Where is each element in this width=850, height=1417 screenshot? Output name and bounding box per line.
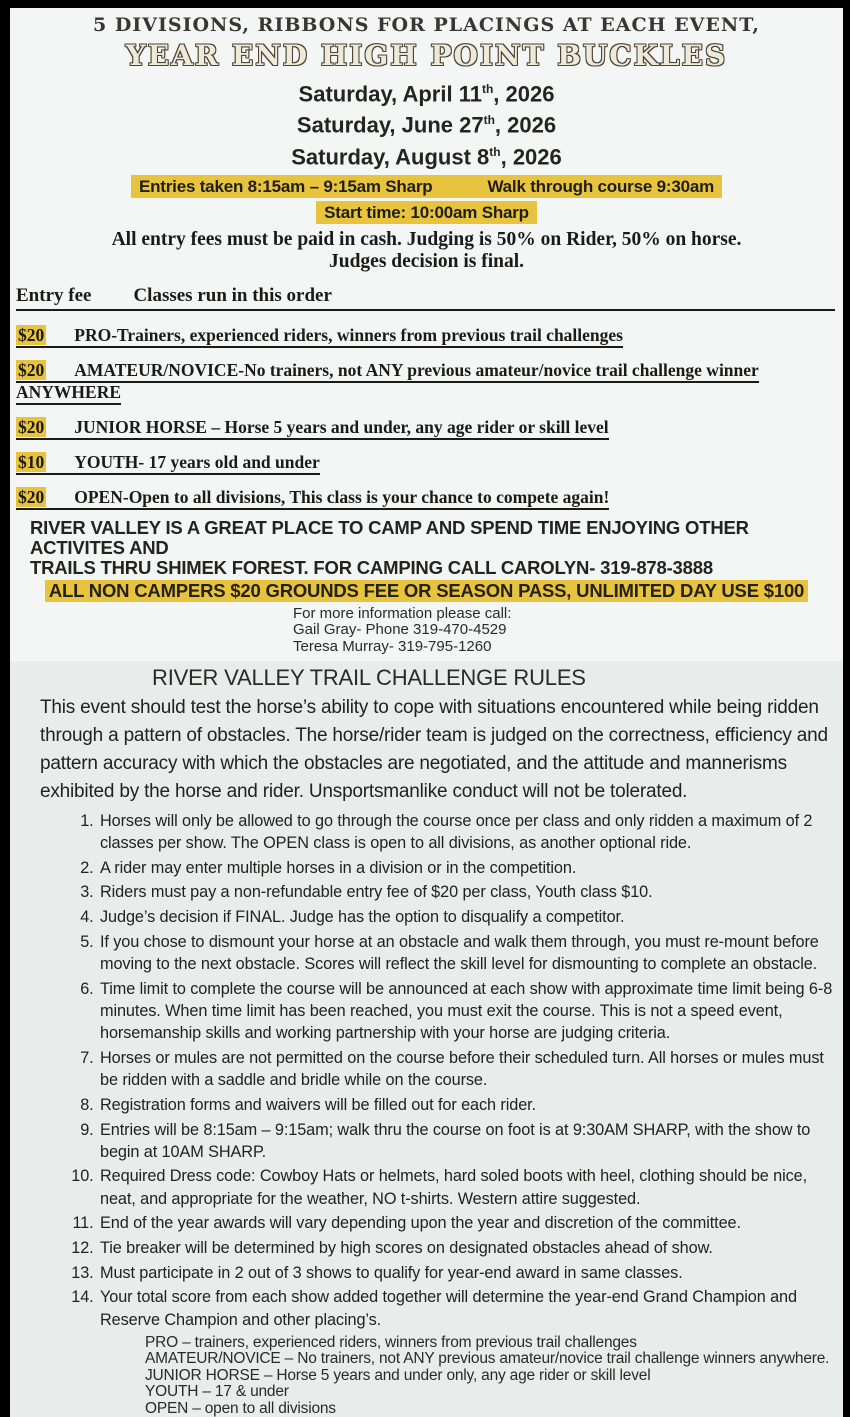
fee-amount: $10 <box>18 451 45 472</box>
rules-intro: This event should test the horse’s ability to cope with situations encountered while being ridden through a pattern of obstacles. The horse/rider team is judged on the correctness, efficiency and pattern accuracy with which the obstacles are negotiated, and the attitude and mannerisms exhibited by the horse and rider. Unsportsmanlike conduct will not be tolerated. <box>40 696 828 802</box>
fee-row-youth <box>16 451 835 473</box>
event-dates <box>10 76 843 170</box>
division-definition-open: OPEN – open to all divisions <box>145 1399 336 1417</box>
fee-description: JUNIOR HORSE – Horse 5 years and under, any age rider or skill level <box>74 416 609 437</box>
rule-item: 4. Judge’s decision if FINAL. Judge has the option to disqualify a competitor. <box>98 906 833 928</box>
fee-row-open <box>16 486 835 508</box>
division-definition-youth: YOUTH – 17 & under <box>145 1383 289 1401</box>
fee-description: OPEN-Open to all divisions, This class is your chance to compete again! <box>74 486 610 507</box>
fee-amount: $20 <box>18 486 45 507</box>
rule-item: 10. Required Dress code: Cowboy Hats or helmets, hard soled boots with heel, clothing should be nice, neat, and appropriate for the weather, NO t-shirts. Western attire suggested. <box>98 1165 833 1209</box>
rule-item: 9. Entries will be 8:15am – 9:15am; walk thru the course on foot is at 9:30AM SHARP, with the show to begin at 10AM SHARP. <box>98 1119 833 1163</box>
contact-heading: For more information please call: <box>293 604 512 622</box>
start-time-highlight: Start time: 10:00am Sharp <box>316 201 537 224</box>
rule-item: 2. A rider may enter multiple horses in a division or in the competition. <box>98 857 833 879</box>
rules-title: RIVER VALLEY TRAIL CHALLENGE RULES <box>152 664 586 690</box>
payment-notice <box>10 229 843 273</box>
rules-list <box>10 810 833 1331</box>
rule-item: 12. Tie breaker will be determined by high scores on designated obstacles ahead of show. <box>98 1237 833 1259</box>
grounds-fee-banner <box>10 580 843 604</box>
camping-line1: RIVER VALLEY IS A GREAT PLACE TO CAMP AND SPEND TIME ENJOYING OTHER ACTIVITES AND <box>30 516 749 558</box>
event-date: Saturday, April 11th, 2026 <box>298 81 555 107</box>
division-definition-pro: PRO – trainers, experienced riders, winners from previous trail challenges <box>145 1333 637 1351</box>
entries-taken-text: Entries taken 8:15am – 9:15am Sharp <box>138 176 433 196</box>
payment-notice-line1: All entry fees must be paid in cash. Judging is 50% on Rider, 50% on horse. <box>111 228 742 250</box>
camping-line2: TRAILS THRU SHIMEK FOREST. FOR CAMPING CALL CAROLYN- 319-878-3888 <box>30 556 713 578</box>
contact-info <box>293 606 843 655</box>
flyer-tagline: 5 DIVISIONS, RIBBONS FOR PLACINGS AT EACH EVENT, <box>93 14 760 36</box>
event-date: Saturday, June 27th, 2026 <box>296 112 557 138</box>
grounds-fee-highlight: ALL NON CAMPERS $20 GROUNDS FEE OR SEASON PASS, UNLIMITED DAY USE $100 <box>45 580 808 602</box>
fee-row-junior-horse <box>16 416 835 438</box>
fee-amount: $20 <box>18 324 45 345</box>
classes-column-label: Classes run in this order <box>133 284 332 306</box>
contact-line: Gail Gray- Phone 319-470-4529 <box>293 621 507 639</box>
payment-notice-line2: Judges decision is final. <box>328 250 525 272</box>
entry-fee-column-label: Entry fee <box>16 284 92 306</box>
division-definitions <box>145 1335 843 1417</box>
entry-schedule-highlight <box>131 175 722 198</box>
rule-item: 1. Horses will only be allowed to go through the course once per class and only ridden a maximum of 2 classes per show. The OPEN class is open to all divisions, as another optional ride. <box>98 810 833 854</box>
fee-description: AMATEUR/NOVICE-No trainers, not ANY previous amateur/novice trail challenge winner ANYWHERE <box>16 359 759 402</box>
rule-item: 13. Must participate in 2 out of 3 shows to qualify for year-end award in same classes. <box>98 1262 833 1284</box>
entry-schedule-bar <box>10 175 843 198</box>
event-date: Saturday, August 8th, 2026 <box>291 143 562 169</box>
entry-fee-table-header <box>16 285 835 311</box>
flyer-title: YEAR END HIGH POINT BUCKLES <box>125 39 728 72</box>
rule-item: 8. Registration forms and waivers will be filled out for each rider. <box>98 1094 833 1116</box>
division-definition-junior-horse: JUNIOR HORSE – Horse 5 years and under only, any age rider or skill level <box>145 1366 651 1384</box>
fee-amount: $20 <box>18 416 45 437</box>
fee-row-amateur-novice <box>16 359 835 403</box>
rule-item: 7. Horses or mules are not permitted on the course before their scheduled turn. All horses or mules must be ridden with a saddle and bridle while on the course. <box>98 1047 833 1091</box>
rule-item: 14. Your total score from each show added together will determine the year-end Grand Champion and Reserve Champion and other placing’s. <box>98 1286 833 1330</box>
scanned-flyer-page <box>10 8 843 1417</box>
rules-section <box>10 661 843 1417</box>
start-time-bar <box>10 201 843 224</box>
rule-item: 5. If you chose to dismount your horse at an obstacle and walk them through, you must re-mount before moving to the next obstacle. Scores will reflect the skill level for dismounting to complete an obstacle. <box>98 931 833 975</box>
division-definition-amateur-novice: AMATEUR/NOVICE – No trainers, not ANY previous amateur/novice trail challenge winners anywhere. <box>145 1350 830 1368</box>
rule-item: 11. End of the year awards will vary depending upon the year and discretion of the committee. <box>98 1212 833 1234</box>
fee-description: YOUTH- 17 years old and under <box>74 451 320 472</box>
fee-row-pro <box>16 324 835 346</box>
fee-amount: $20 <box>18 359 45 380</box>
rule-item: 3. Riders must pay a non-refundable entry fee of $20 per class, Youth class $10. <box>98 881 833 903</box>
rule-item: 6. Time limit to complete the course will be announced at each show with approximate time limit being 6-8 minutes. When time limit has been reached, you must exit the course. This is not a speed event, horsemanship skills and working partnership with your horse are judging criteria. <box>98 978 833 1045</box>
camping-info <box>10 518 843 578</box>
fee-description: PRO-Trainers, experienced riders, winners from previous trail challenges <box>74 324 623 345</box>
walk-through-text: Walk through course 9:30am <box>487 176 715 196</box>
contact-line: Teresa Murray- 319-795-1260 <box>293 637 492 655</box>
